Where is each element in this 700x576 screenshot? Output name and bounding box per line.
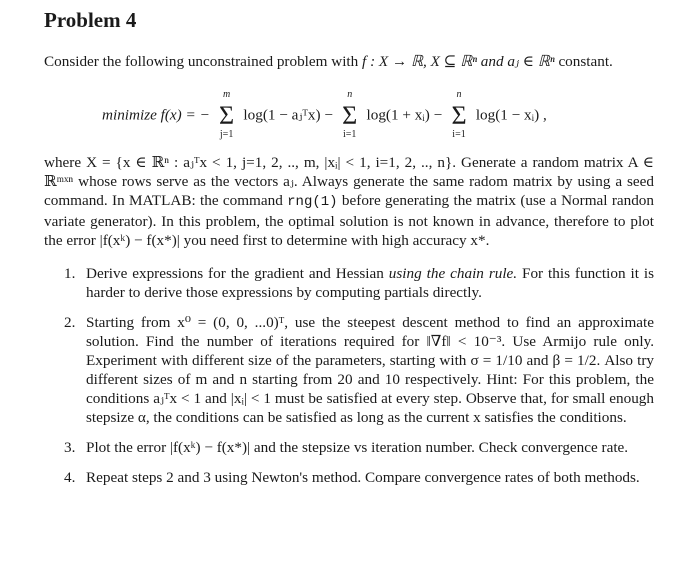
- description-paragraph: [44, 153, 654, 250]
- description-text-1: where X = {x ∈ ℝⁿ : aⱼᵀx < 1, j=1, 2, .., m, |xᵢ| < 1, i=1, 2, .., n}. Generate a random matrix A ∈ ℝᵐˣⁿ whose rows serve as the vectors aⱼ. Always generate the same radom matrix by using a seed command. In MATLAB: the command: [44, 154, 654, 209]
- step-1-number: 1.: [64, 265, 76, 282]
- equation-term-1: log(1 − aⱼᵀx) −: [243, 106, 333, 124]
- equation-term-2: log(1 + xᵢ) −: [366, 106, 443, 124]
- steps-list: [44, 264, 654, 487]
- intro-paragraph: [44, 52, 654, 71]
- step-3-number: 3.: [64, 439, 76, 456]
- equation-lhs: minimize f(x) = −: [102, 106, 210, 124]
- step-3-text: Plot the error |f(xᵏ) − f(x*)| and the stepsize vs iteration number. Check convergence rate.: [86, 439, 629, 456]
- step-2-text: Starting from x⁰ = (0, 0, ...0)ᵀ, use the steepest descent method to find an approximate solution. Find the number of iterations required for ‖∇f‖ < 10⁻³. Use Armijo rule only. Experiment with different size of the parameters, starting with σ = 1/10 and β = 1/2. Also try different sizes of m and n starting from 20 and 10 respectively. Hint: For this problem, the conditions aⱼᵀx < 1 and |xᵢ| < 1 must be satisfied at every step. Observe that, for small enough stepsize α, the conditions can be satisfied as long as the current x satisfies the conditions.: [86, 314, 654, 426]
- sum-3-symbol: Σ: [451, 101, 467, 130]
- equation-row: [102, 89, 547, 140]
- step-2: [44, 313, 654, 427]
- step-4-number: 4.: [64, 469, 76, 486]
- sum-2-lower: i=1: [342, 129, 357, 140]
- step-1-text-b: For this function it is harder to derive those expressions by computing partials directly.: [86, 265, 654, 301]
- problem-title: Problem 4: [44, 8, 137, 32]
- step-1-text-a: Derive expressions for the gradient and Hessian: [86, 265, 384, 282]
- step-3: [44, 438, 654, 457]
- sum-2-symbol: Σ: [342, 101, 358, 130]
- sum-1-symbol: Σ: [219, 101, 235, 130]
- equation-term-3: log(1 − xᵢ) ,: [475, 106, 547, 124]
- description-text-2: before generating the matrix (use a Normal randon variate generator). In this problem, the optimal solution is not known in advance, therefore to plot the error |f(xᵏ) − f(x*)| you need first to determine with high accuracy x*.: [44, 192, 654, 249]
- sum-3-lower: i=1: [452, 129, 466, 140]
- step-4-text: Repeat steps 2 and 3 using Newton's method. Compare convergence rates of both methods.: [86, 469, 640, 486]
- step-1: [44, 264, 654, 302]
- sum-3-upper: n: [456, 89, 462, 100]
- sum-1-lower: j=1: [219, 129, 234, 140]
- sum-2-upper: n: [347, 89, 353, 100]
- intro-end: constant.: [558, 53, 613, 70]
- sum-2: [339, 89, 361, 140]
- sum-1: [216, 89, 238, 140]
- intro-text: Consider the following unconstrained problem with: [44, 53, 359, 70]
- sum-3: [448, 89, 470, 140]
- step-2-number: 2.: [64, 314, 76, 331]
- step-4: [44, 468, 654, 487]
- intro-math: f : X → ℝ, X ⊆ ℝⁿ and aⱼ ∈ ℝⁿ: [362, 53, 555, 70]
- rng-command: rng(1): [287, 194, 338, 210]
- sum-1-upper: m: [222, 89, 231, 100]
- step-1-emphasis: using the chain rule.: [388, 265, 518, 282]
- objective-equation: [102, 89, 654, 141]
